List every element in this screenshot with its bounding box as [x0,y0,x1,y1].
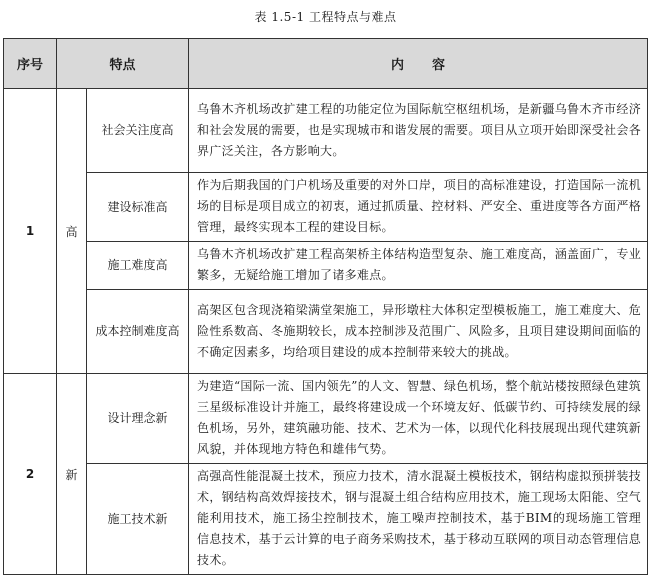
table-row [4,173,648,242]
table-row [4,290,648,374]
feature-content: 为建造“国际一流、国内领先”的人文、智慧、绿色机场，整个航站楼按照绿色建筑三星级标准设计并施工，最终将建设成一个环境友好、低碳节约、可持续发展的绿色机场，另外，建筑融功能、技术、艺术为一体，以现代化科技展现出现代建筑新风貌，并体现地方特色和雄伟气势。 [189,374,648,464]
table-row [4,89,648,173]
header-content: 内容 [189,39,648,89]
feature-label: 社会关注度高 [87,89,189,173]
table-row [4,464,648,575]
feature-content: 乌鲁木齐机场改扩建工程高架桥主体结构造型复杂、施工难度高，涵盖面广，专业繁多，无疑给施工增加了诸多难点。 [189,242,648,290]
feature-content: 高架区包含现浇箱梁满堂架施工，异形墩柱大体积定型模板施工，施工难度大、危险性系数高、冬施期较长，成本控制涉及范围广、风险多，且项目建设期间面临的不确定因素多，均给项目建设的成本控制带来较大的挑战。 [189,290,648,374]
feature-content: 乌鲁木齐机场改扩建工程的功能定位为国际航空枢纽机场，是新疆乌鲁木齐市经济和社会发展的需要，也是实现城市和谐发展的需要。项目从立项开始即深受社会各界广泛关注，各方影响大。 [189,89,648,173]
table-caption: 表 1.5-1 工程特点与难点 [254,10,397,24]
group-seq: 1 [4,89,57,374]
feature-label: 建设标准高 [87,173,189,242]
feature-label: 施工难度高 [87,242,189,290]
table-row [4,374,648,464]
feature-content: 作为后期我国的门户机场及重要的对外口岸，项目的高标准建设，打造国际一流机场的目标是项目成立的初衷，通过抓质量、控材料、严安全、重进度等各方面严格管理，最终实现本工程的建设目标。 [189,173,648,242]
group-category: 高 [57,89,87,374]
feature-label: 成本控制难度高 [87,290,189,374]
group-seq: 2 [4,374,57,575]
feature-label: 设计理念新 [87,374,189,464]
table-row [4,242,648,290]
feature-label: 施工技术新 [87,464,189,575]
header-seq: 序号 [4,39,57,89]
feature-content: 高强高性能混凝土技术，预应力技术，清水混凝土模板技术，钢结构虚拟预拼装技术，钢结构高效焊接技术，钢与混凝土组合结构应用技术，施工现场太阳能、空气能利用技术，施工扬尘控制技术，施工噪声控制技术，基于BIM的现场施工管理信息技术，基于云计算的电子商务采购技术，基于移动互联网的项目动态管理信息技术。 [189,464,648,575]
header-feature: 特点 [57,39,189,89]
header-row [4,39,648,89]
features-table [3,38,648,575]
group-category: 新 [57,374,87,575]
